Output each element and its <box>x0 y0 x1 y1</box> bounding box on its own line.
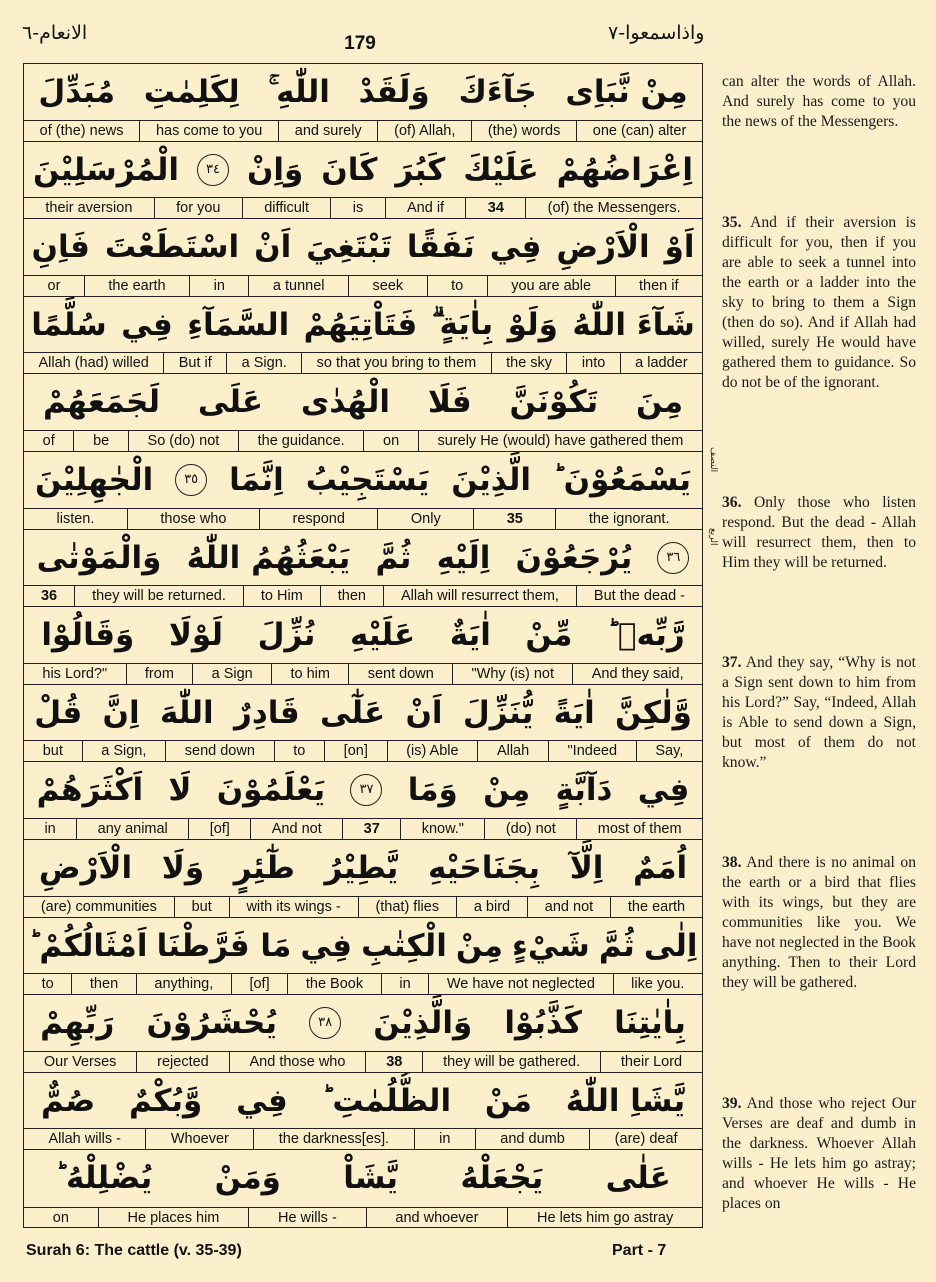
gloss-cell: you are able <box>487 276 615 296</box>
gloss-cell: in <box>414 1129 475 1149</box>
arabic-word: يَجْعَلْهُ <box>460 1160 544 1197</box>
arabic-word: قَادِرٌ <box>233 694 300 731</box>
arabic-word: اِنَّمَا <box>229 462 284 498</box>
gloss-cell: the ignorant. <box>555 509 702 529</box>
gloss-cell: And not <box>250 819 342 839</box>
gloss-cell: from <box>126 664 193 684</box>
arabic-line <box>24 1150 702 1206</box>
arabic-word: اللّٰهَ <box>159 694 214 731</box>
verse-row <box>24 64 702 142</box>
arabic-word: رَبِّهِمْ <box>40 1005 115 1042</box>
arabic-line <box>24 607 702 663</box>
gloss-cell: Allah wills - <box>48 1131 121 1148</box>
arabic-word: كَانَ <box>321 151 378 188</box>
arabic-line <box>24 1073 702 1129</box>
arabic-word: اِلَّآ <box>569 850 604 886</box>
verse-number: 37. <box>722 654 742 671</box>
english-gloss-line <box>24 1128 702 1149</box>
gloss-cell: or <box>47 277 61 294</box>
arabic-word: بِجَنَاحَيْهِ <box>427 850 541 886</box>
gloss-cell: their aversion <box>45 200 133 217</box>
gloss-cell: with its wings - <box>229 897 358 917</box>
gloss-cell: a bird <box>456 897 527 917</box>
gloss-cell: to <box>41 976 54 993</box>
gloss-cell: the earth <box>84 276 189 296</box>
arabic-word: نَفَقًا <box>406 229 475 266</box>
arabic-word: قُلْ <box>34 694 83 731</box>
gloss-cell: to him <box>271 664 348 684</box>
gloss-cell: one (can) alter <box>576 121 702 141</box>
verse-number-cell: 38 <box>365 1052 422 1072</box>
gloss-cell: know." <box>400 819 484 839</box>
footer-part: Part - 7 <box>612 1242 667 1259</box>
arabic-word: اَنْ <box>405 694 443 731</box>
english-gloss-line <box>24 1207 702 1228</box>
english-gloss-line <box>24 430 702 451</box>
gloss-cell: a Sign. <box>226 353 301 373</box>
gloss-cell: in <box>44 820 56 837</box>
ayah-marker: ٣٦ <box>657 542 689 574</box>
gloss-cell: any animal <box>76 819 188 839</box>
arabic-word: وَقَالُوْا <box>41 617 135 654</box>
gloss-cell: Allah will resurrect them, <box>383 586 576 606</box>
ayah-marker: ٣٧ <box>350 774 382 806</box>
arabic-word: دَآبَّةٍ <box>555 772 613 809</box>
arabic-word: اسْتَطَعْتَ <box>104 229 240 266</box>
arabic-line <box>24 918 702 974</box>
arabic-line <box>24 995 702 1051</box>
arabic-word: نُزِّلَ <box>257 617 316 654</box>
arabic-word: اٰيَةٌ <box>449 617 491 654</box>
arabic-word: يَسْتَجِيْبُ <box>305 462 430 498</box>
arabic-word: يَسْمَعُوْنَ ؕ <box>552 462 692 498</box>
arabic-word: اُمَمٌ <box>633 850 688 886</box>
gloss-cell: the Book <box>287 974 380 994</box>
gloss-cell: like you. <box>613 974 702 994</box>
verse-number: 38. <box>722 854 742 871</box>
gloss-cell: so that you bring to them <box>301 353 490 373</box>
arabic-word: فِي <box>121 306 173 343</box>
arabic-word: وَمَا <box>407 772 458 809</box>
arabic-word: اَكْثَرَهُمْ <box>36 772 144 809</box>
arabic-word: يُّنَزِّلَ <box>462 694 534 731</box>
arabic-word: وَلَقَدْ <box>358 74 430 110</box>
verse-row <box>24 297 702 375</box>
arabic-word: وَّبُكْمٌ <box>129 1082 203 1119</box>
arabic-word: وَّلٰكِنَّ <box>615 694 692 731</box>
gloss-cell: He lets him go astray <box>507 1208 702 1228</box>
arabic-word: لَجَمَعَهُمْ <box>42 384 161 421</box>
english-gloss-line <box>24 1051 702 1072</box>
arabic-word: جَآءَكَ <box>458 74 537 110</box>
arabic-word: الْكِتٰبِ <box>361 927 447 964</box>
gloss-cell: And those who <box>229 1052 366 1072</box>
gloss-cell: We have not neglected <box>428 974 612 994</box>
arabic-word: فَتَاْتِيَهُمْ <box>303 306 418 343</box>
english-gloss-line <box>24 352 702 373</box>
verse-number-cell: 34 <box>465 198 525 218</box>
gloss-cell: they will be returned. <box>74 586 243 606</box>
verse-row <box>24 995 702 1073</box>
arabic-word: الظُّلُمٰتِ ؕ <box>321 1082 452 1119</box>
header-surah-label: الانعام-٦ <box>22 22 88 44</box>
gloss-cell: a Sign <box>192 664 271 684</box>
arabic-word: الْاَرْضِ <box>38 850 133 886</box>
arabic-word: رَّبِّهٖ ؕ <box>607 617 685 654</box>
arabic-word: وَلَوْ <box>507 306 558 343</box>
ayah-marker: ٣٤ <box>197 154 229 186</box>
arabic-word: تَبْتَغِيَ <box>306 229 392 266</box>
arabic-word: اَمْثَالُكُمْ ؕ <box>28 927 148 964</box>
verse-row <box>24 1073 702 1151</box>
arabic-word: اِلٰى <box>643 927 698 964</box>
arabic-word: اِلَيْهِ <box>436 539 491 576</box>
gloss-cell: Our Verses <box>43 1053 117 1070</box>
arabic-line <box>24 762 702 818</box>
gloss-cell: those who <box>127 509 259 529</box>
arabic-word: وَاِنْ <box>246 151 304 188</box>
translation-paragraph <box>722 493 916 573</box>
arabic-word: عَلٰى <box>605 1160 671 1197</box>
english-gloss-line <box>24 740 702 761</box>
gloss-cell: but <box>42 743 63 760</box>
gloss-cell: respond <box>259 509 377 529</box>
arabic-word: السَّمَآءِ <box>187 306 290 343</box>
arabic-line <box>24 840 702 896</box>
gloss-cell: be <box>73 431 127 451</box>
gloss-cell: then <box>71 974 135 994</box>
gloss-cell: has come to you <box>139 121 278 141</box>
gloss-cell: then if <box>615 276 702 296</box>
gloss-cell: (are) communities <box>40 898 157 915</box>
arabic-word: اَنْ <box>254 229 292 266</box>
verse-row <box>24 142 702 220</box>
arabic-word: كَذَّبُوْا <box>504 1005 582 1042</box>
ayah-marker: ٣٨ <box>309 1007 341 1039</box>
gloss-cell: [of] <box>231 974 287 994</box>
gloss-cell: for you <box>154 198 242 218</box>
verse-number-cell: 35 <box>473 509 555 529</box>
arabic-line <box>24 374 702 430</box>
gloss-cell: to Him <box>243 586 320 606</box>
gloss-cell: on <box>52 1209 69 1226</box>
arabic-word: فَلَا <box>427 384 472 421</box>
arabic-word: وَالْمَوْتٰى <box>36 539 162 576</box>
arabic-line <box>24 219 702 275</box>
english-gloss-line <box>24 973 702 994</box>
verse-number-cell: 37 <box>342 819 400 839</box>
arabic-word: بِاٰيٰتِنَا <box>614 1005 686 1042</box>
gloss-cell: and whoever <box>366 1208 508 1228</box>
arabic-line <box>24 64 702 120</box>
gloss-cell: the darkness[es]. <box>253 1129 413 1149</box>
arabic-word: الْجٰهِلِيْنَ <box>35 462 154 498</box>
gloss-cell: then <box>320 586 383 606</box>
arabic-word: يُرْجَعُوْنَ <box>515 539 633 576</box>
gloss-cell: Only <box>377 509 473 529</box>
arabic-word: طٰٓئِرٍ <box>233 850 295 886</box>
gloss-cell: Say, <box>636 741 702 761</box>
header-part-label: واذاسمعوا-٧ <box>608 22 705 44</box>
gloss-cell: surely He (would) have gathered them <box>418 431 702 451</box>
verse-row <box>24 452 702 530</box>
gloss-cell: send down <box>165 741 273 761</box>
arabic-word: يَعْلَمُوْنَ <box>216 772 326 809</box>
gloss-cell: in <box>189 276 248 296</box>
arabic-word: وَالَّذِيْنَ <box>373 1005 473 1042</box>
gloss-cell: his Lord?" <box>42 665 108 682</box>
arabic-word: مِنْ <box>455 927 503 964</box>
gloss-cell: (of) Allah, <box>377 121 471 141</box>
gloss-cell: (is) Able <box>387 741 478 761</box>
gloss-cell: "Indeed <box>548 741 636 761</box>
arabic-word: اِعْرَاضُهُمْ <box>556 151 694 188</box>
english-gloss-line <box>24 120 702 141</box>
gloss-cell: (do) not <box>484 819 576 839</box>
arabic-word: عَلَيْهِ <box>349 617 416 654</box>
gloss-cell: [of] <box>188 819 250 839</box>
gloss-cell: but <box>174 897 229 917</box>
gloss-cell: and dumb <box>475 1129 589 1149</box>
arabic-word: مِنَ <box>635 384 684 421</box>
gloss-cell: a tunnel <box>248 276 348 296</box>
verse-number: 35. <box>722 214 742 231</box>
verse-row <box>24 1150 702 1228</box>
arabic-word: اللّٰهِ ۚ <box>268 73 330 110</box>
gloss-cell: on <box>363 431 417 451</box>
gloss-cell: the guidance. <box>238 431 363 451</box>
arabic-word: يُضْلِلْهُ ؕ <box>55 1160 153 1197</box>
gloss-cell: and surely <box>278 121 377 141</box>
translation-grid <box>23 63 703 1228</box>
paragraph-text: can alter the words of Allah. And surely has come to you the news of the Messengers. <box>722 73 916 130</box>
verse-row <box>24 840 702 918</box>
verse-row <box>24 607 702 685</box>
gloss-cell: is <box>330 198 384 218</box>
arabic-word: عَلَى <box>197 384 264 421</box>
translation-paragraph <box>722 72 916 132</box>
paragraph-text: And there is no animal on the earth or a bird that flies with its wings, but they are communities like you. We have not neglected in the Book anything. Then to their Lord they will be gathered. <box>722 854 916 991</box>
translation-paragraph <box>722 1094 916 1214</box>
gloss-cell: (the) words <box>471 121 576 141</box>
arabic-word: فَاِنِ <box>31 229 90 266</box>
gloss-cell: most of them <box>576 819 702 839</box>
arabic-word: يَبْعَثُهُمُ اللّٰهُ <box>186 539 351 576</box>
arabic-word: ثُمَّ <box>598 927 635 964</box>
arabic-word: الْاَرْضِ <box>556 229 650 266</box>
gloss-cell: [on] <box>324 741 387 761</box>
arabic-word: تَكُوْنَنَّ <box>509 384 599 421</box>
footer-surah: Surah 6: The cattle (v. 35-39) <box>26 1242 242 1259</box>
gloss-cell: they will be gathered. <box>422 1052 600 1072</box>
paragraph-text: And if their aversion is difficult for you, then if you are able to seek a tunnel into the earth or a ladder into the sky to bring to them a Sign (then do so). And if Allah had willed, surely He would have gathered them to guidance. So do not be of the ignorant. <box>722 214 916 391</box>
gloss-cell: And if <box>385 198 466 218</box>
arabic-word: وَمَنْ <box>214 1160 281 1197</box>
gloss-cell: into <box>566 353 619 373</box>
gloss-cell: a Sign, <box>82 741 166 761</box>
arabic-line <box>24 530 702 586</box>
arabic-word: صُمٌّ <box>40 1082 96 1119</box>
arabic-word: اَوْ <box>664 229 695 266</box>
gloss-cell: (that) flies <box>358 897 456 917</box>
arabic-word: مَنْ <box>484 1082 532 1119</box>
arabic-line <box>24 297 702 353</box>
english-gloss-line <box>24 896 702 917</box>
english-gloss-line <box>24 275 702 296</box>
verse-number: 39. <box>722 1095 742 1112</box>
arabic-word: يَّشَاِ اللّٰهُ <box>565 1082 686 1119</box>
page-number: 179 <box>344 33 376 54</box>
gloss-cell: sent down <box>348 664 452 684</box>
english-gloss-line <box>24 663 702 684</box>
arabic-word: فِي <box>300 927 352 964</box>
gloss-cell: a ladder <box>620 353 702 373</box>
arabic-word: مِنْ نَّبَاِی <box>565 74 688 110</box>
translation-paragraph <box>722 853 916 993</box>
verse-row <box>24 374 702 452</box>
arabic-word: سُلَّمًا <box>31 306 107 343</box>
arabic-word: اٰيَةً <box>553 694 595 731</box>
arabic-word: كَبُرَ <box>395 151 446 188</box>
gloss-cell: the sky <box>491 353 567 373</box>
margin-note: النصف <box>708 447 718 473</box>
translation-paragraph <box>722 653 916 773</box>
arabic-word: فِي <box>236 1082 288 1119</box>
english-gloss-line <box>24 508 702 529</box>
ayah-marker: ٣٥ <box>175 464 207 496</box>
verse-row <box>24 530 702 608</box>
gloss-cell: rejected <box>136 1052 228 1072</box>
arabic-word: لَوْلَا <box>168 617 224 654</box>
gloss-cell: But the dead - <box>576 586 702 606</box>
gloss-cell: to <box>274 741 324 761</box>
gloss-cell: difficult <box>242 198 331 218</box>
gloss-cell: anything, <box>136 974 231 994</box>
gloss-cell: the earth <box>610 897 702 917</box>
arabic-word: الْمُرْسَلِيْنَ <box>33 151 180 188</box>
arabic-word: الْهُدٰى <box>300 384 390 421</box>
arabic-word: مَا فَرَّطْنَا <box>156 927 292 964</box>
paragraph-text: And they say, “Why is not a Sign sent down to him from his Lord?” Say, “Indeed, Allah is Able to send down a Sign, but most of them do not know.” <box>722 654 916 771</box>
gloss-cell: and not <box>527 897 610 917</box>
arabic-word: فِي <box>637 772 690 809</box>
verse-number: 36. <box>722 494 742 511</box>
arabic-word: يُحْشَرُوْنَ <box>146 1005 278 1042</box>
arabic-line <box>24 452 702 508</box>
gloss-cell: And they said, <box>572 664 702 684</box>
translation-paragraph <box>722 213 916 393</box>
arabic-word: الَّذِيْنَ <box>451 462 531 498</box>
gloss-cell: in <box>381 974 429 994</box>
verse-row <box>24 685 702 763</box>
arabic-word: شَيْءٍ <box>512 927 590 964</box>
arabic-word: يَّشَاْ <box>343 1160 399 1197</box>
gloss-cell: of <box>42 432 55 449</box>
gloss-cell: to <box>427 276 487 296</box>
gloss-cell: But if <box>163 353 226 373</box>
verse-row <box>24 219 702 297</box>
arabic-word: ثُمَّ <box>375 539 412 576</box>
arabic-word: بِاٰيَةٍ ۗ <box>431 306 494 343</box>
gloss-cell: listen. <box>56 510 95 527</box>
gloss-cell: their Lord <box>600 1052 702 1072</box>
gloss-cell: Allah (had) willed <box>38 355 149 372</box>
arabic-word: مِّنْ <box>525 617 573 654</box>
gloss-cell: of (the) news <box>39 122 124 139</box>
gloss-cell: seek <box>348 276 427 296</box>
arabic-word: عَلَيْكَ <box>463 151 539 188</box>
arabic-word: وَلَا <box>161 850 205 886</box>
arabic-word: فِي <box>489 229 542 266</box>
arabic-word: يَّطِيْرُ <box>324 850 399 886</box>
gloss-cell: (of) the Messengers. <box>525 198 702 218</box>
arabic-word: اِنَّ <box>102 694 140 731</box>
arabic-word: عَلٰٓى <box>319 694 386 731</box>
gloss-cell: He places him <box>98 1208 248 1228</box>
english-gloss-line <box>24 197 702 218</box>
gloss-cell: Allah <box>477 741 548 761</box>
arabic-line <box>24 142 702 198</box>
paragraph-text: And those who reject Our Verses are deaf and dumb in the darkness. Whoever Allah wills - He lets him go astray; and whoever He wills - He places on <box>722 1095 917 1212</box>
margin-note: الربع <box>708 528 718 546</box>
gloss-cell: (are) deaf <box>589 1129 702 1149</box>
verse-number-cell: 36 <box>40 588 58 605</box>
arabic-word: مُبَدِّلَ <box>38 74 116 110</box>
verse-row <box>24 762 702 840</box>
english-gloss-line <box>24 818 702 839</box>
arabic-word: لِكَلِمٰتِ <box>143 74 240 110</box>
arabic-word: شَآءَ اللّٰهُ <box>572 306 695 343</box>
gloss-cell: "Why (is) not <box>452 664 572 684</box>
english-gloss-line <box>24 585 702 606</box>
gloss-cell: He wills - <box>248 1208 365 1228</box>
paragraph-text: Only those who listen respond. But the dead - Allah will resurrect them, then to Him they will be returned. <box>722 494 916 571</box>
arabic-line <box>24 685 702 741</box>
gloss-cell: Whoever <box>145 1129 253 1149</box>
verse-row <box>24 918 702 996</box>
arabic-word: لَا <box>168 772 192 809</box>
arabic-word: مِنْ <box>483 772 531 809</box>
gloss-cell: So (do) not <box>128 431 238 451</box>
